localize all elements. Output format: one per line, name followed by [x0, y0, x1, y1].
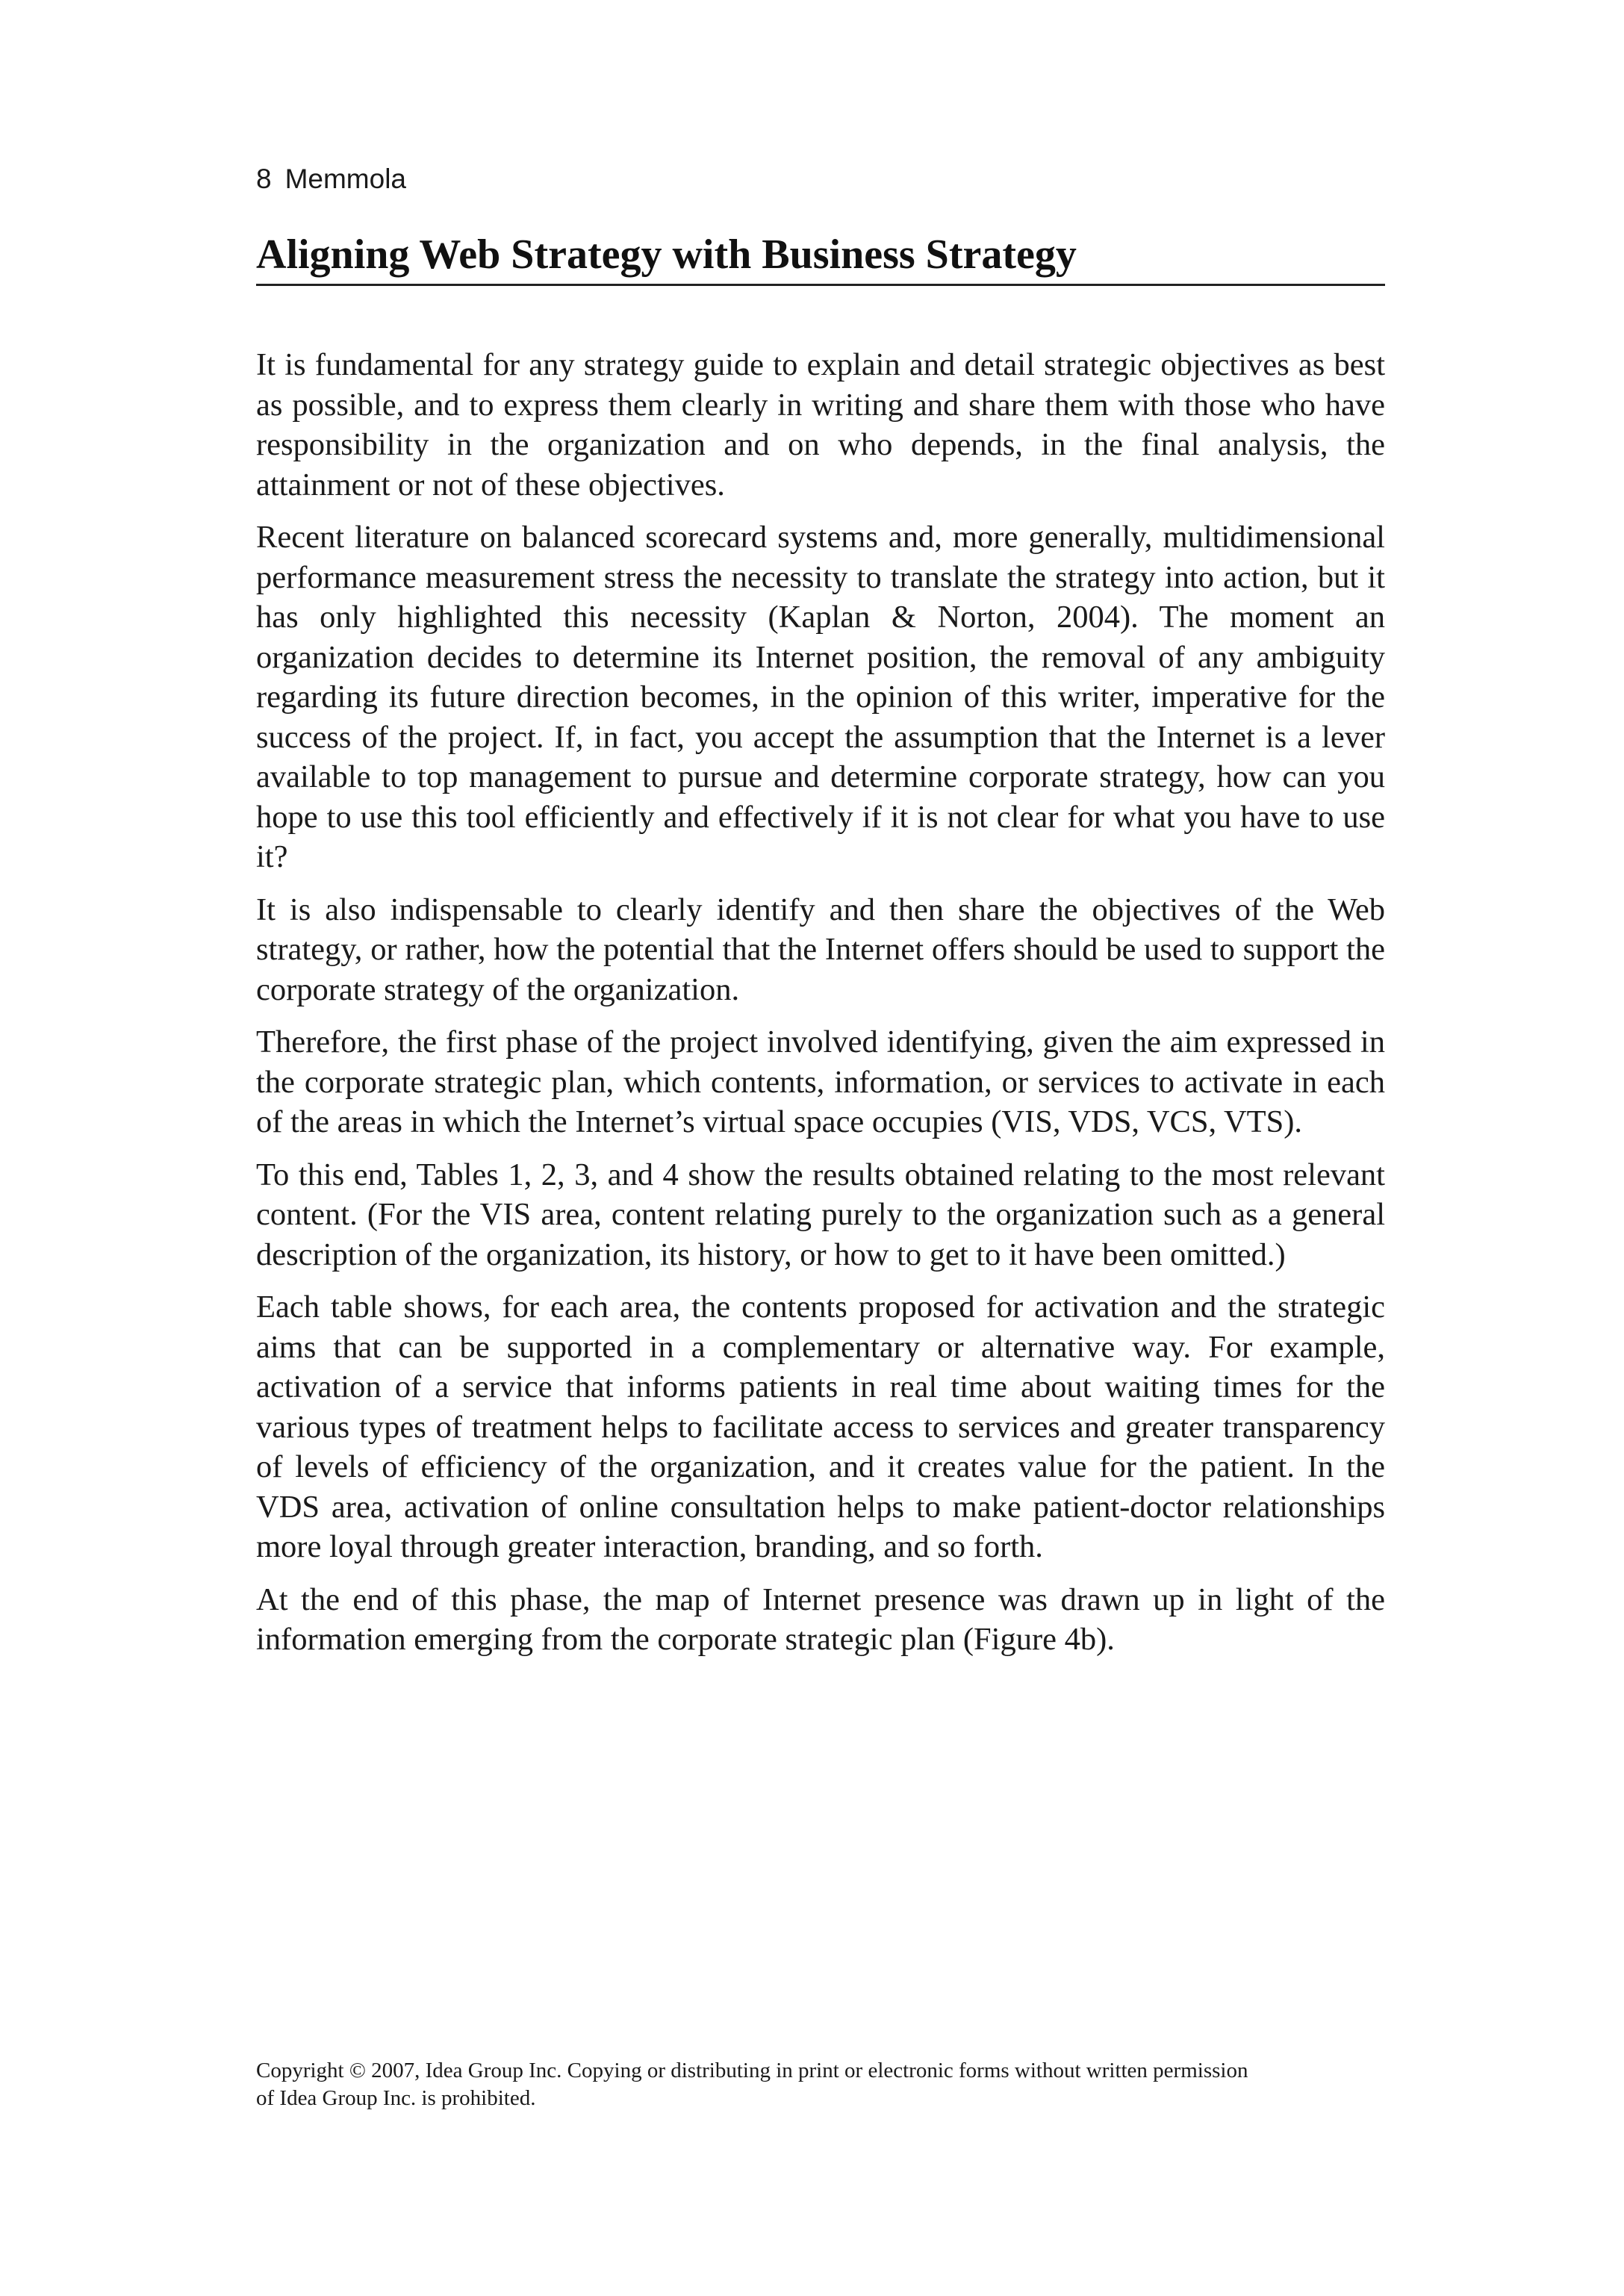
paragraph-2: Recent literature on balanced scorecard systems and, more generally, multidimensional performance measurement stress the necessity to translate the strategy into action, but it has only highlighted this necessity (Kaplan & Norton, 2004). The moment an organization decides to determine its Internet position, the removal of any ambiguity regarding its future direction becomes, in the opinion of this writer, imperative for the success of the project. If, in fact, you accept the assumption that the Internet is a lever available to top management to pursue and determine corporate strategy, how can you hope to use this tool efficiently and effectively if it is not clear for what you have to use it?: [256, 520, 1385, 874]
page-number: 8: [256, 164, 272, 194]
author-name: Memmola: [284, 164, 406, 194]
running-head: [256, 163, 406, 196]
paragraph-4: Therefore, the first phase of the project involved identifying, given the aim expressed in the corporate strategic plan, which contents, information, or services to activate in each of the areas in which the Internet’s virtual space occupies (VIS, VDS, VCS, VTS).: [256, 1024, 1385, 1139]
section-title: Aligning Web Strategy with Business Strategy: [256, 230, 1385, 286]
copyright-line-2: of Idea Group Inc. is prohibited.: [256, 2086, 536, 2110]
copyright-notice: [256, 2057, 1406, 2112]
copyright-line-1: Copyright © 2007, Idea Group Inc. Copying or distributing in print or electronic forms without written permission: [256, 2059, 1248, 2082]
paragraph-5: To this end, Tables 1, 2, 3, and 4 show the results obtained relating to the most relevant content. (For the VIS area, content relating purely to the organization such as a general description of the organization, its history, or how to get to it have been omitted.): [256, 1157, 1385, 1272]
paragraph-1: It is fundamental for any strategy guide to explain and detail strategic objectives as best as possible, and to express them clearly in writing and share them with those who have responsibility in the organization and on who depends, in the final analysis, the attainment or not of these objectives.: [256, 347, 1385, 503]
paragraph-7: At the end of this phase, the map of Internet presence was drawn up in light of the information emerging from the corporate strategic plan (Figure 4b).: [256, 1581, 1385, 1657]
body-text: [256, 345, 1385, 1673]
paragraph-6: Each table shows, for each area, the contents proposed for activation and the strategic aims that can be supported in a complementary or alternative way. For example, activation of a service that informs patients in real time about waiting times for the various types of treatment helps to facilitate access to services and greater transparency of levels of efficiency of the organization, and it creates value for the patient. In the VDS area, activation of online consultation helps to make patient-doctor relationships more loyal through greater interaction, branding, and so forth.: [256, 1289, 1385, 1564]
paragraph-3: It is also indispensable to clearly identify and then share the objectives of the Web strategy, or rather, how the potential that the Internet offers should be used to support the corporate strategy of the organization.: [256, 892, 1385, 1007]
